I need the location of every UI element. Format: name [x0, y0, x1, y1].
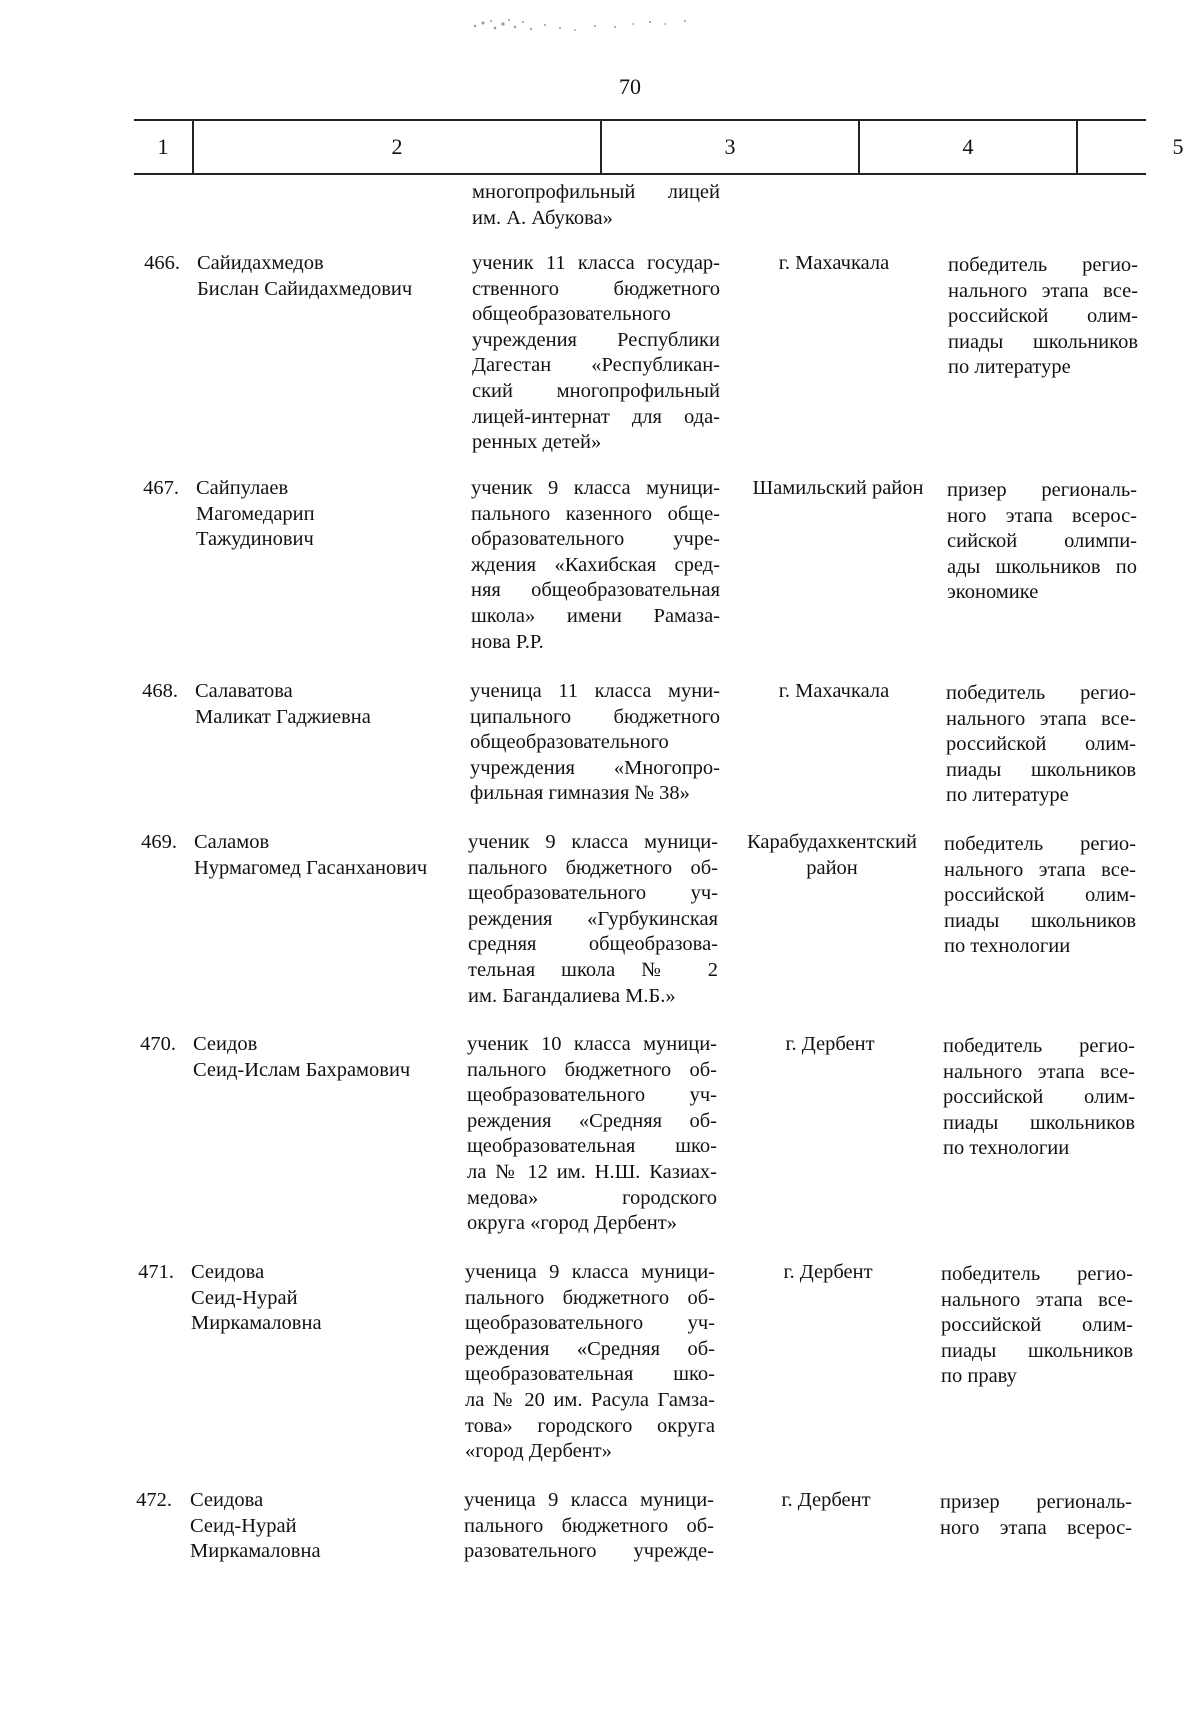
text-line: ного этапа всерос- [947, 504, 1137, 527]
text-line: щеобразовательного уч- [465, 1312, 715, 1335]
text-line: лицей-интернат для ода- [472, 405, 720, 428]
row-number: 471. [138, 1261, 174, 1283]
text-line: призер региональ- [947, 479, 1137, 501]
text-line: фильная гимназия № 38» [470, 782, 690, 805]
text-line: Сеидов [193, 1033, 258, 1055]
award [946, 681, 1136, 809]
text-line: российской олим- [948, 305, 1138, 328]
text-line: реждения «Гурбукинская [468, 907, 718, 930]
text-line: ла № 12 им. Н.Ш. Казиах- [467, 1160, 717, 1183]
text-line: нального этапа все- [941, 1288, 1133, 1311]
text-line: г. Дербент [785, 1033, 875, 1055]
text-line: Маликат Гаджиевна [195, 705, 371, 728]
text-line: пиады школьников [948, 330, 1138, 353]
text-line: Сайпулаев [196, 477, 289, 499]
student-name [195, 679, 465, 730]
text-line: призер региональ- [940, 1491, 1132, 1513]
text-line: реждения «Средняя об- [465, 1337, 715, 1360]
text-line: средняя общеобразова- [468, 933, 718, 956]
page-number: 70 [619, 74, 641, 99]
text-line: Сеид-Ислам Бахрамович [193, 1058, 411, 1081]
text-line: пального бюджетного об- [465, 1286, 715, 1309]
text-line: Магомедарип [196, 502, 315, 525]
text-line: пиады школьников [944, 909, 1136, 932]
header-col-2: 2 [391, 134, 403, 159]
award [947, 478, 1137, 606]
text-line: ного этапа всерос- [940, 1516, 1132, 1539]
award [943, 1034, 1135, 1162]
text-line: «город Дербент» [465, 1440, 612, 1463]
text-line: ренных детей» [472, 431, 602, 454]
text-line: Сеид-Нурай [190, 1514, 297, 1537]
row-number: 470. [140, 1033, 176, 1055]
text-line: г. Дербент [783, 1261, 873, 1283]
text-line: победитель регио- [944, 833, 1136, 855]
text-line: округа «город Дербент» [467, 1212, 677, 1235]
text-line: победитель регио- [943, 1035, 1135, 1057]
header-col-3: 3 [724, 134, 736, 159]
text-line: российской олим- [944, 884, 1136, 907]
text-line: Нурмагомед Гасанханович [194, 856, 428, 879]
text-line: тельная школа № 2 [468, 958, 718, 981]
text-line: им. Багандалиева М.Б.» [468, 984, 676, 1007]
text-line: нального этапа все- [944, 858, 1136, 881]
text-line: реждения «Средняя об- [467, 1109, 717, 1132]
text-line: нального этапа все- [948, 279, 1138, 302]
text-line: ученица 9 класса муници- [465, 1261, 715, 1283]
text-line: пального бюджетного об- [467, 1058, 717, 1081]
location [718, 1488, 934, 1514]
student-name [191, 1260, 463, 1337]
text-line: щеобразовательного уч- [467, 1084, 717, 1107]
text-line: ады школьников по [947, 555, 1137, 578]
text-line: щеобразовательная шко- [467, 1135, 717, 1158]
text-line: по технологии [944, 935, 1071, 958]
text-line: им. А. Абукова» [472, 206, 613, 229]
location [720, 1260, 936, 1286]
school-description [464, 1488, 714, 1565]
text-line: учреждения Республики [472, 328, 720, 351]
award [944, 832, 1136, 960]
text-line: победитель регио- [941, 1263, 1133, 1285]
text-line: сийской олимпи- [947, 530, 1137, 553]
text-line: г. Махачкала [778, 680, 890, 702]
text-line: Шамильский район [752, 477, 924, 499]
text-line: Салаватова [195, 680, 293, 702]
text-line: щеобразовательного уч- [468, 882, 718, 905]
student-name [190, 1488, 462, 1565]
text-line: район [806, 856, 858, 879]
text-line: нального этапа все- [946, 707, 1136, 730]
text-line: по литературе [948, 356, 1071, 379]
text-line: ученица 9 класса муници- [464, 1489, 714, 1511]
continuation-school [472, 180, 720, 231]
school-description [470, 679, 720, 807]
student-name [194, 830, 466, 881]
text-line: пального казенного обще- [471, 502, 720, 525]
scan-artifact [465, 12, 715, 42]
text-line: образовательного учре- [471, 528, 720, 551]
text-line: медова» городского [467, 1186, 717, 1209]
text-line: това» городского округа [465, 1414, 715, 1437]
text-line: российской олим- [946, 733, 1136, 756]
text-line: Сеид-Нурай [191, 1286, 298, 1309]
text-line: ципального бюджетного [470, 705, 720, 728]
text-line: щеобразовательная шко- [465, 1363, 715, 1386]
row-number: 468. [142, 680, 178, 702]
row-number: 469. [141, 831, 177, 853]
text-line: Миркамаловна [191, 1312, 322, 1335]
location [722, 1032, 938, 1058]
award [940, 1490, 1132, 1541]
school-description [467, 1032, 717, 1237]
text-line: Тажудинович [196, 528, 314, 551]
text-line: победитель регио- [948, 254, 1138, 276]
text-line: многопрофильный лицей [472, 181, 720, 203]
text-line: ученица 11 класса муни- [470, 680, 720, 702]
text-line: пиады школьников [946, 758, 1136, 781]
text-line: нального этапа все- [943, 1060, 1135, 1083]
text-line: няя общеобразовательная [471, 579, 720, 602]
row-number: 472. [136, 1489, 172, 1511]
header-col-4: 4 [962, 134, 974, 159]
text-line: Сеидова [191, 1261, 265, 1283]
row-number: 466. [144, 252, 180, 274]
text-line: победитель регио- [946, 682, 1136, 704]
text-line: Сайидахмедов [197, 252, 324, 274]
text-line: Дагестан «Республикан- [472, 354, 720, 377]
award [948, 253, 1138, 381]
text-line: ждения «Кахибская сред- [471, 553, 720, 576]
location [726, 679, 942, 705]
text-line: пального бюджетного об- [468, 856, 718, 879]
text-line: ственного бюджетного [472, 277, 720, 300]
location [726, 251, 942, 277]
text-line: пального бюджетного об- [464, 1514, 714, 1537]
text-line: ученик 9 класса муници- [468, 831, 718, 853]
student-name [197, 251, 467, 302]
text-line: г. Махачкала [778, 252, 890, 274]
school-description [468, 830, 718, 1009]
table-header [134, 119, 1184, 175]
text-line: общеобразовательного [470, 731, 669, 754]
location [730, 476, 946, 502]
row-number: 467. [143, 477, 179, 499]
text-line: пиады школьников [941, 1339, 1133, 1362]
location [724, 830, 940, 881]
text-line: пиады школьников [943, 1111, 1135, 1134]
student-name [193, 1032, 465, 1083]
text-line: экономике [947, 581, 1039, 604]
school-description [471, 476, 720, 655]
text-line: нова Р.Р. [471, 630, 544, 653]
school-description [465, 1260, 715, 1465]
text-line: по литературе [946, 784, 1069, 807]
text-line: школа» имени Рамаза- [471, 604, 720, 627]
text-line: российской олим- [943, 1086, 1135, 1109]
header-col-1: 1 [157, 134, 169, 159]
text-line: г. Дербент [781, 1489, 871, 1511]
text-line: ский многопрофильный [472, 379, 720, 402]
award [941, 1262, 1133, 1390]
text-line: Бислан Сайидахмедович [197, 277, 413, 300]
text-line: по технологии [943, 1137, 1070, 1160]
text-line: разовательного учрежде- [464, 1540, 714, 1563]
student-name [196, 476, 466, 553]
text-line: Саламов [194, 831, 270, 853]
text-line: Карабудахкентский [747, 831, 917, 853]
school-description [472, 251, 720, 456]
text-line: ученик 10 класса муници- [467, 1033, 717, 1055]
text-line: российской олим- [941, 1314, 1133, 1337]
text-line: ученик 11 класса государ- [472, 252, 720, 274]
text-line: ла № 20 им. Расула Гамза- [465, 1388, 715, 1411]
text-line: Миркамаловна [190, 1540, 321, 1563]
text-line: по праву [941, 1365, 1017, 1388]
text-line: общеобразовательного [472, 303, 671, 326]
text-line: Сеидова [190, 1489, 264, 1511]
header-col-5: 5 [1172, 134, 1184, 159]
text-line: ученик 9 класса муници- [471, 477, 720, 499]
text-line: учреждения «Многопро- [470, 756, 720, 779]
